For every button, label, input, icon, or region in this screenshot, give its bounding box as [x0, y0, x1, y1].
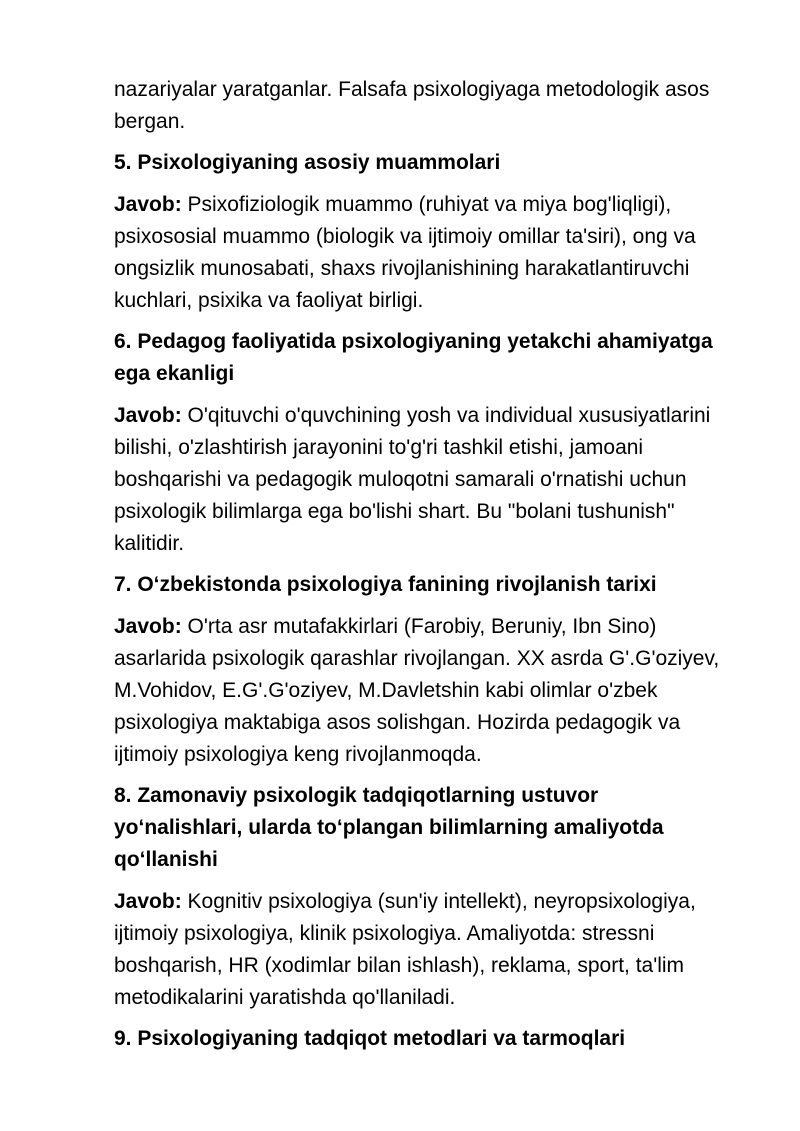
answer-label: Javob:	[114, 404, 182, 427]
answer-label: Javob:	[114, 615, 182, 638]
section-8-answer	[114, 886, 730, 1014]
intro-paragraph: nazariyalar yaratganlar. Falsafa psixologiyaga metodologik asos bergan.	[114, 78, 710, 133]
answer-label: Javob:	[114, 193, 182, 216]
answer-label: Javob:	[114, 890, 182, 913]
section-6-answer	[114, 400, 730, 560]
section-6-heading: 6. Pedagog faoliyatida psixologiyaning yetakchi ahamiyatga ega ekanligi	[114, 330, 713, 385]
section-5-heading: 5. Psixologiyaning asosiy muammolari	[114, 151, 501, 174]
answer-text: O'rta asr mutafakkirlari (Farobiy, Beruniy, Ibn Sino) asarlarida psixologik qarashlar rivojlangan. XX asrda G'.G'oziyev, M.Vohidov, E.G'.G'oziyev, M.Davletshin kabi olimlar o'zbek psixologiya maktabiga asos solishgan. Hozirda pedagogik va ijtimoiy psixologiya keng rivojlanmoqda.	[114, 615, 720, 766]
section-7-heading: 7. O‘zbekistonda psixologiya fanining rivojlanish tarixi	[114, 573, 657, 596]
section-8-heading: 8. Zamonaviy psixologik tadqiqotlarning ustuvor yo‘nalishlari, ularda to‘plangan bilimlarning amaliyotda qo‘llanishi	[114, 784, 664, 871]
answer-text: Kognitiv psixologiya (sun'iy intellekt), neyropsixologiya, ijtimoiy psixologiya, klinik psixologiya. Amaliyotda: stressni boshqarish, HR (xodimlar bilan ishlash), reklama, sport, ta'lim metodikalarini yaratishda qo'llaniladi.	[114, 890, 696, 1009]
section-5-answer	[114, 189, 730, 317]
answer-text: O'qituvchi o'quvchining yosh va individual xususiyatlarini bilishi, o'zlashtirish jarayonini to'g'ri tashkil etishi, jamoani boshqarishi va pedagogik muloqotni samarali o'rnatishi uchun psixologik bilimlarga ega bo'lishi shart. Bu "bolani tushunish" kalitidir.	[114, 404, 711, 555]
section-7-answer	[114, 611, 730, 771]
answer-text: Psixofiziologik muammo (ruhiyat va miya bog'liqligi), psixososial muammo (biologik va ijtimoiy omillar ta'siri), ong va ongsizlik munosabati, shaxs rivojlanishining harakatlantiruvchi kuchlari, psixika va faoliyat birligi.	[114, 193, 696, 312]
section-9-heading: 9. Psixologiyaning tadqiqot metodlari va tarmoqlari	[114, 1027, 626, 1050]
document-body	[114, 74, 730, 1065]
